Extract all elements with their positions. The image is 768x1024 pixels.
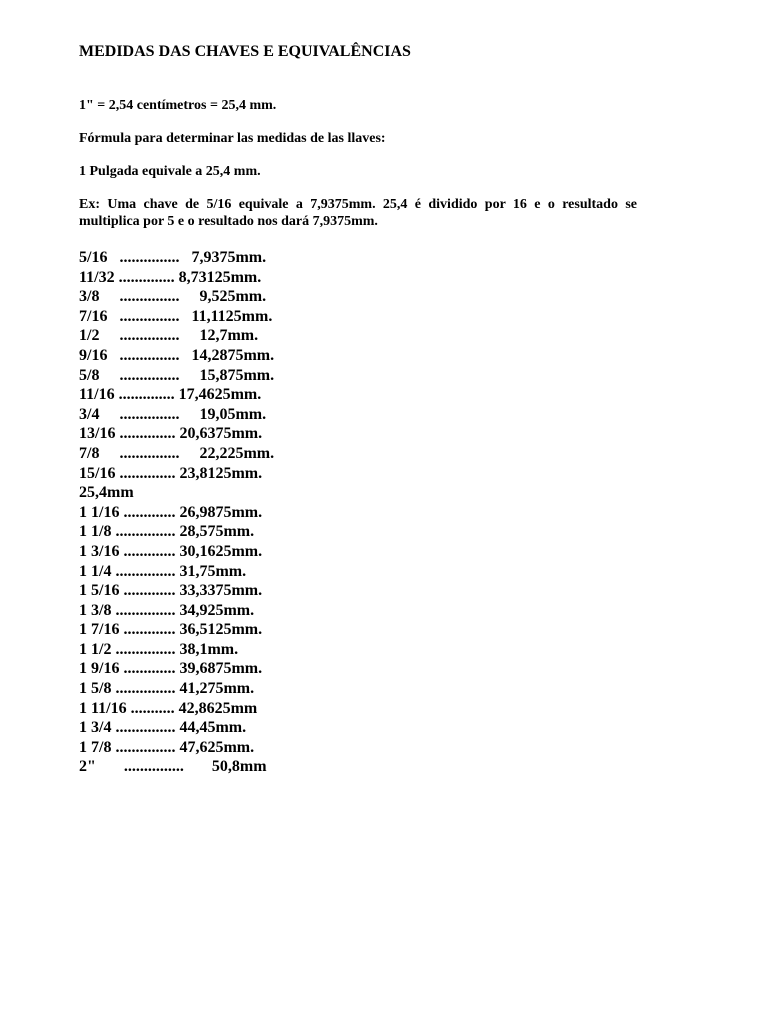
measurement-row: 1 9/16 ............. 39,6875mm. xyxy=(79,660,263,678)
measurement-row: 1 3/8 ............... 34,925mm. xyxy=(79,601,255,619)
measurement-row: 1 7/16 ............. 36,5125mm. xyxy=(79,621,263,639)
formula-heading: Fórmula para determinar las medidas de las llaves: xyxy=(79,131,386,146)
measurement-row: 11/32 .............. 8,73125mm. xyxy=(79,268,262,286)
measurement-row: 15/16 .............. 23,8125mm. xyxy=(79,464,263,482)
measurement-row: 1 5/16 ............. 33,3375mm. xyxy=(79,582,263,600)
measurement-row: 5/16 ............... 7,9375mm. xyxy=(79,249,267,266)
measurement-row: 5/8 ............... 15,875mm. xyxy=(79,366,275,384)
measurement-row: 1 1/4 ............... 31,75mm. xyxy=(79,562,247,580)
measurement-row: 1 3/4 ............... 44,45mm. xyxy=(79,719,247,737)
measurement-row: 7/16 ............... 11,1125mm. xyxy=(79,307,273,325)
pulgada-equivalence-line: 1 Pulgada equivale a 25,4 mm. xyxy=(79,164,261,179)
measurement-list xyxy=(79,248,274,777)
measurement-row: 1 1/16 ............. 26,9875mm. xyxy=(79,503,263,521)
measurement-row: 1 7/8 ............... 47,625mm. xyxy=(79,738,255,756)
measurement-row: 1 1/8 ............... 28,575mm. xyxy=(79,523,255,541)
measurement-row: 1/2 ............... 12,7mm. xyxy=(79,327,259,345)
measurement-row: 1 3/16 ............. 30,1625mm. xyxy=(79,542,263,560)
measurement-row: 1 11/16 ........... 42,8625mm xyxy=(79,699,258,717)
measurement-row: 3/4 ............... 19,05mm. xyxy=(79,405,267,423)
measurement-row: 13/16 .............. 20,6375mm. xyxy=(79,425,263,443)
document-title: MEDIDAS DAS CHAVES E EQUIVALÊNCIAS xyxy=(79,43,411,60)
measurement-row: 1 5/8 ............... 41,275mm. xyxy=(79,680,255,698)
measurement-row: 25,4mm xyxy=(79,484,134,502)
inch-conversion-line: 1" = 2,54 centímetros = 25,4 mm. xyxy=(79,98,277,113)
measurement-row: 1 1/2 ............... 38,1mm. xyxy=(79,640,239,658)
example-paragraph: Ex: Uma chave de 5/16 equivale a 7,9375mm. 25,4 é dividido por 16 e o resultado se multiplica por 5 e o resultado nos dará 7,9375mm. xyxy=(79,197,637,229)
measurement-row: 9/16 ............... 14,2875mm. xyxy=(79,346,275,364)
measurement-row: 2" ............... 50,8mm xyxy=(79,758,267,776)
measurement-row: 7/8 ............... 22,225mm. xyxy=(79,444,275,462)
measurement-row: 11/16 .............. 17,4625mm. xyxy=(79,386,262,404)
measurement-row: 3/8 ............... 9,525mm. xyxy=(79,288,267,306)
